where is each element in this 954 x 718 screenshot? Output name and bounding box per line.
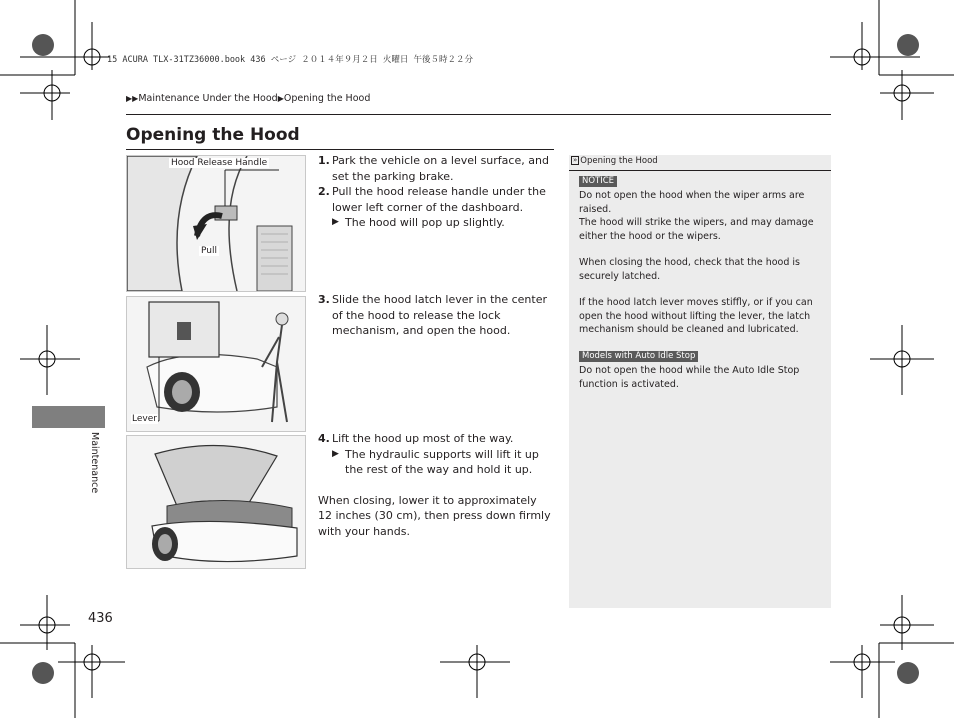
notice-text-2: The hood will strike the wipers, and may damage either the hood or the wipers. <box>579 217 814 242</box>
step-text: Park the vehicle on a level surface, and set the parking brake. <box>332 154 549 183</box>
step-text: Slide the hood latch lever in the center of the hood to release the lock mechanism, and open the hood. <box>332 293 548 337</box>
figure-hood-latch <box>126 296 306 432</box>
note-rule <box>569 170 831 171</box>
step-number: 4. <box>318 432 330 445</box>
hood-open-illustration <box>127 436 305 568</box>
step-number: 2. <box>318 185 330 198</box>
steps-group-1 <box>318 153 553 231</box>
label-hood-release-handle: Hood Release Handle <box>171 158 268 168</box>
header-rule <box>126 114 831 115</box>
breadcrumb-level2[interactable]: Opening the Hood <box>283 93 371 104</box>
note-header-text: Opening the Hood <box>580 156 658 166</box>
section-label: Maintenance <box>89 432 100 494</box>
breadcrumb <box>126 93 370 104</box>
step-3 <box>318 292 553 339</box>
hood-release-illustration <box>127 156 305 291</box>
step-4 <box>318 431 553 447</box>
note-text-closing: When closing the hood, check that the hood is securely latched. <box>579 257 801 282</box>
label-pull: Pull <box>201 246 217 256</box>
hood-latch-illustration <box>127 297 305 431</box>
result-text: The hydraulic supports will lift it up the rest of the way and hold it up. <box>345 447 539 476</box>
note-panel <box>569 155 831 608</box>
note-text-idle-stop: Do not open the hood while the Auto Idle Stop function is activated. <box>579 365 800 390</box>
step-2 <box>318 184 553 215</box>
step-number: 3. <box>318 293 330 306</box>
result-text: The hood will pop up slightly. <box>345 216 505 229</box>
step-2-result <box>318 215 553 231</box>
breadcrumb-separator: ▶ <box>277 94 284 103</box>
title-rule <box>126 149 554 150</box>
step-1 <box>318 153 553 184</box>
label-lever: Lever <box>132 414 157 424</box>
result-arrow-icon: ▶ <box>332 217 339 227</box>
book-meta: 15 ACURA TLX-31TZ36000.book 436 ページ ２０１４年９月２日 火曜日 午後５時２２分 <box>107 55 473 65</box>
breadcrumb-level1[interactable]: Maintenance Under the Hood <box>138 93 278 104</box>
reference-icon: » <box>573 156 578 164</box>
result-arrow-icon: ▶ <box>332 448 339 459</box>
notice-badge: NOTICE <box>579 176 617 187</box>
section-tab <box>32 406 105 428</box>
figure-hood-open <box>126 435 306 569</box>
breadcrumb-arrows: ▶▶ <box>126 94 139 103</box>
notice-text-1: Do not open the hood when the wiper arms are raised. <box>579 190 805 215</box>
step-text: Lift the hood up most of the way. <box>332 432 514 445</box>
closing-paragraph: When closing, lower it to approximately 12 inches (30 cm), then press down firmly with your hands. <box>318 493 551 538</box>
steps-group-3 <box>318 431 553 539</box>
step-number: 1. <box>318 154 330 167</box>
page-title: Opening the Hood <box>126 125 300 145</box>
page-number: 436 <box>88 611 113 626</box>
note-header <box>569 155 831 166</box>
step-4-result <box>318 447 553 478</box>
note-text-lever: If the hood latch lever moves stiffly, or if you can open the hood without lifting the lever, the latch mechanism should be cleaned and lubricated. <box>579 297 813 335</box>
models-badge: Models with Auto Idle Stop <box>579 351 698 362</box>
figure-hood-release <box>126 155 306 292</box>
steps-group-2 <box>318 292 553 339</box>
step-text: Pull the hood release handle under the lower left corner of the dashboard. <box>332 185 546 214</box>
